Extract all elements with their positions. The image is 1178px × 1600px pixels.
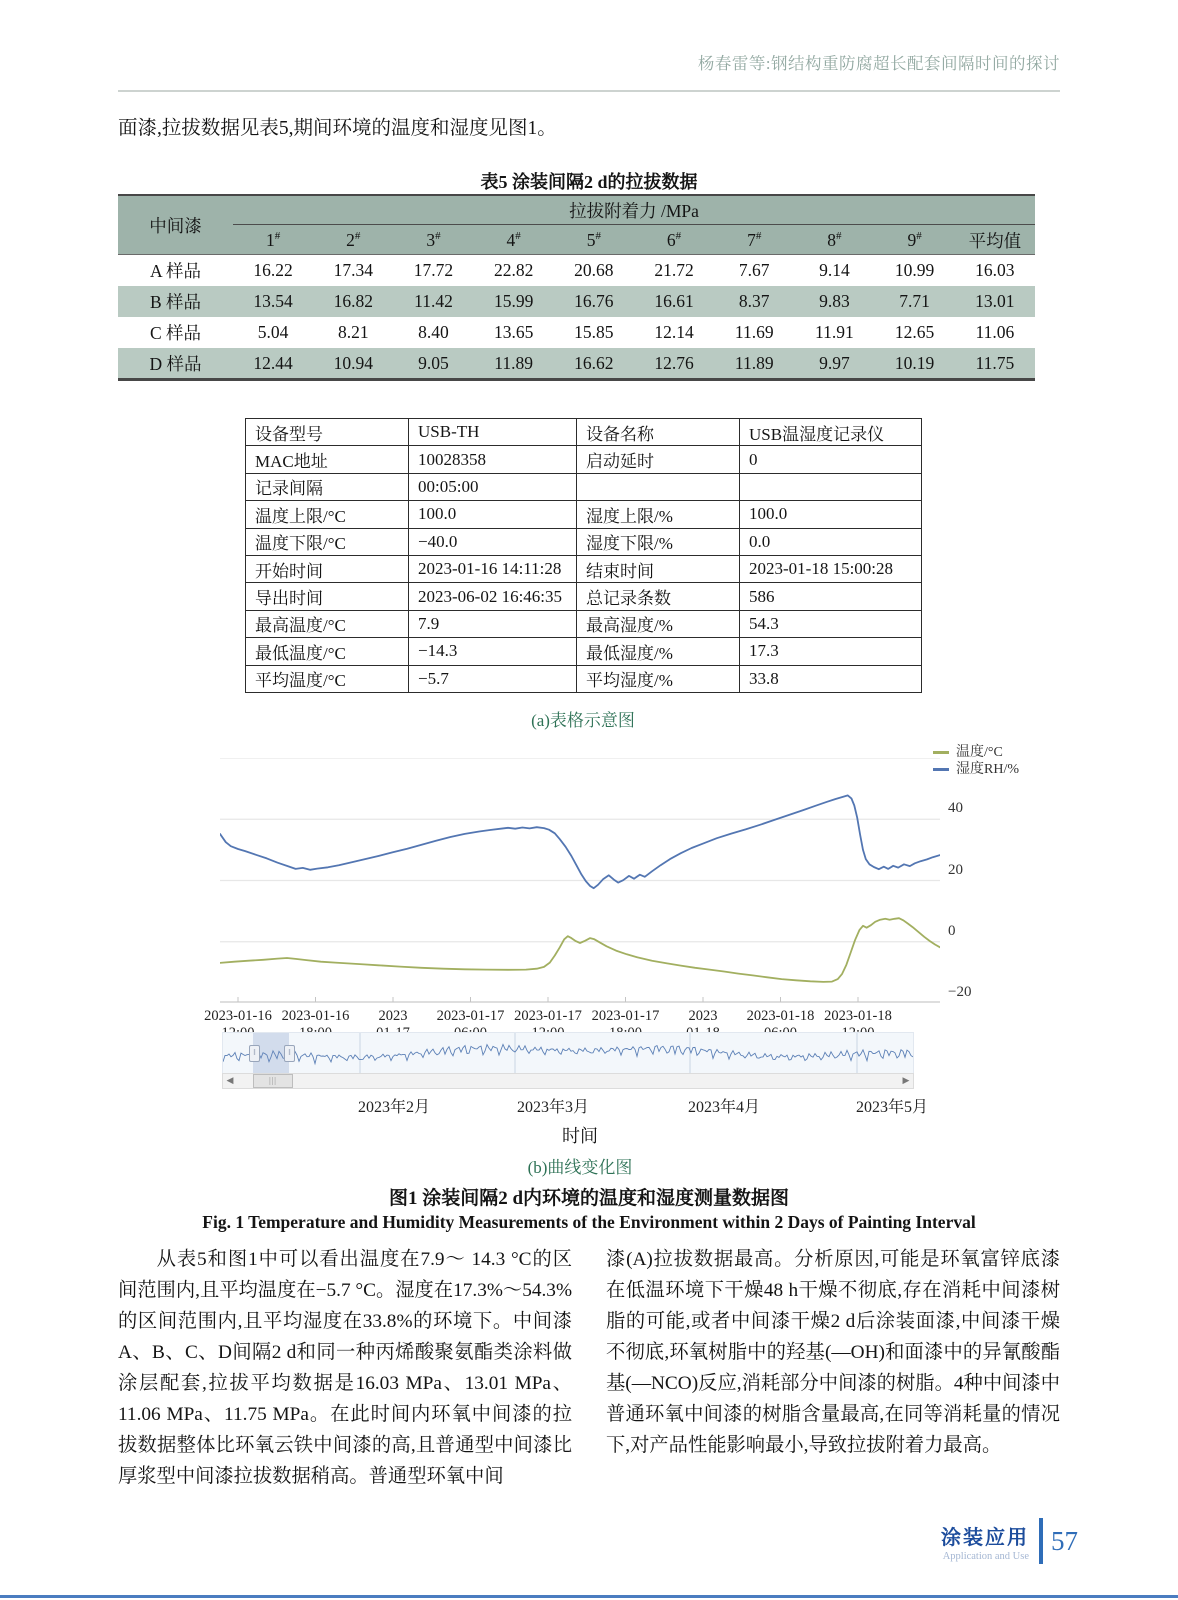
table-cell: 10028358 <box>409 446 577 473</box>
table-cell: 16.62 <box>574 353 614 373</box>
table-cell: 平均湿度/% <box>577 665 740 692</box>
table-cell: 17.3 <box>740 638 922 665</box>
y-tick-label: 40 <box>948 800 963 817</box>
table-cell: 8.37 <box>738 291 770 311</box>
table-cell: 最高温度/°C <box>246 610 409 637</box>
legend-label: 湿度RH/% <box>956 762 1019 777</box>
table-cell: 2023-01-18 15:00:28 <box>740 555 922 582</box>
device-info-table <box>245 418 922 693</box>
legend-line-swatch <box>933 768 949 771</box>
sample-label: D 样品 <box>149 354 202 374</box>
navigator-month-label: 2023年4月 <box>687 1099 760 1116</box>
table-cell: 9.14 <box>819 260 850 280</box>
table-cell: 16.22 <box>253 260 293 280</box>
table-row <box>246 473 922 500</box>
table-cell: 2023-06-02 16:46:35 <box>409 583 577 610</box>
x-tick-label: 2023-01-17 <box>591 1008 660 1024</box>
table-cell: 20.68 <box>574 260 614 280</box>
table-cell: 12.76 <box>654 353 694 373</box>
navigator-left-handle[interactable]: ‖ <box>249 1045 260 1062</box>
table-cell: 16.82 <box>333 291 373 311</box>
table-cell: 7.71 <box>899 291 930 311</box>
table-cell: 16.03 <box>975 260 1015 280</box>
table-cell: 15.85 <box>574 322 614 342</box>
table-cell: 16.61 <box>654 291 694 311</box>
x-tick-label: 2023-01-18 <box>824 1008 892 1024</box>
table5-col-header: 1# <box>265 229 281 250</box>
table-cell: 0 <box>740 446 922 473</box>
x-tick-label: 2023-01-17 <box>514 1008 582 1024</box>
table-cell: USB温湿度记录仪 <box>740 419 922 446</box>
table-cell: 8.40 <box>418 322 449 342</box>
table-cell: 10.19 <box>894 353 935 373</box>
body-paragraph-right: 漆(A)拉拔数据最高。分析原因,可能是环氧富锌底漆在低温环境下干燥48 h干燥不彻底,存在消耗中间漆树脂的可能,或者中间漆干燥2 d后涂装面漆,中间漆干燥不彻底,环氧树脂中的羟基(—OH)和面漆中的异氰酸酯基(—NCO)反应,消耗部分中间漆的树脂。4种中间漆中普通环氧中间漆的树脂含量最高,在同等消耗量的情况下,对产品性能影响最小,导致拉拔附着力最高。 <box>606 1249 1060 1456</box>
table-cell: 13.01 <box>975 291 1015 311</box>
table-cell: 平均温度/°C <box>246 665 409 692</box>
chart-scrollbar[interactable] <box>222 1073 914 1089</box>
table-cell: 7.9 <box>409 610 577 637</box>
table-cell: USB-TH <box>409 419 577 446</box>
table-cell: 0.0 <box>740 528 922 555</box>
header-rule <box>118 90 1060 92</box>
table-row <box>246 446 922 473</box>
table-cell: 12.14 <box>654 322 694 342</box>
table-cell: 2023-01-16 14:11:28 <box>409 555 577 582</box>
table-cell: 9.05 <box>418 353 449 373</box>
table-row <box>246 528 922 555</box>
table-cell: 586 <box>740 583 922 610</box>
scroll-left-arrow-icon[interactable]: ◀ <box>223 1074 237 1086</box>
table-cell: 设备型号 <box>246 419 409 446</box>
table-cell: 11.89 <box>734 353 774 373</box>
table-cell: 设备名称 <box>577 419 740 446</box>
chart-legend <box>933 744 1019 778</box>
table5-col-header: 3# <box>426 229 441 250</box>
table-row <box>246 665 922 692</box>
table-cell: 12.65 <box>894 322 935 342</box>
table-cell: 00:05:00 <box>409 473 577 500</box>
y-tick-label: 0 <box>948 922 956 939</box>
table-cell: 总记录条数 <box>577 583 740 610</box>
legend-item <box>933 761 1019 778</box>
table-row <box>246 419 922 446</box>
sample-label: B 样品 <box>149 292 202 312</box>
table-cell: −40.0 <box>409 528 577 555</box>
table5-col-header: 5# <box>586 229 601 250</box>
table5-title: 表5 涂装间隔2 d的拉拔数据 <box>480 172 698 192</box>
table5-col-header: 9# <box>907 229 922 250</box>
table-row <box>246 610 922 637</box>
page-footer <box>850 1518 1078 1564</box>
legend-item <box>933 744 1019 761</box>
table-cell <box>577 473 740 500</box>
table-cell: 11.69 <box>734 322 774 342</box>
x-tick-label: 2023-01-16 <box>281 1008 350 1024</box>
scroll-right-arrow-icon[interactable]: ▶ <box>899 1074 913 1086</box>
chart-navigator[interactable] <box>222 1032 914 1074</box>
legend-line-swatch <box>933 751 949 754</box>
table-cell: 温度下限/°C <box>246 528 409 555</box>
table-cell: 54.3 <box>740 610 922 637</box>
x-axis-title: 时间 <box>562 1126 598 1146</box>
table-cell: 33.8 <box>740 665 922 692</box>
table-cell: 15.99 <box>493 291 534 311</box>
table-cell <box>740 473 922 500</box>
temperature-humidity-chart <box>220 758 940 1003</box>
y-tick-label: −20 <box>948 984 972 1000</box>
table-row <box>118 348 1035 379</box>
table-cell: 11.06 <box>975 322 1015 342</box>
table-cell: 8.21 <box>337 322 369 342</box>
x-tick-label: 2023-01-18 <box>746 1008 815 1024</box>
table-cell: 湿度上限/% <box>577 501 740 528</box>
figure-caption-en: Fig. 1 Temperature and Humidity Measurements of the Environment within 2 Days of Painting Interval <box>202 1212 976 1232</box>
table-cell: 启动延时 <box>577 446 740 473</box>
table5-col-header: 2# <box>346 229 361 250</box>
sample-label: C 样品 <box>149 323 202 343</box>
table-cell: 9.97 <box>819 353 850 373</box>
scrollbar-thumb[interactable]: ||| <box>253 1074 293 1088</box>
table5-col-header: 平均值 <box>968 230 1022 251</box>
table-cell: 5.04 <box>257 322 289 342</box>
table-cell: 12.44 <box>253 353 293 373</box>
table-cell: 7.67 <box>738 260 770 280</box>
intro-paragraph: 面漆,拉拔数据见表5,期间环境的温度和湿度见图1。 <box>118 118 557 139</box>
navigator-sparkline <box>223 1033 913 1073</box>
table5-bottom-rule <box>118 378 1035 381</box>
page-number: 57 <box>1051 1525 1078 1556</box>
body-paragraph-left: 从表5和图1中可以看出温度在7.9～ 14.3 °C的区间范围内,且平均温度在−5.7 °C。湿度在17.3%～54.3%的区间范围内,且平均湿度在33.8%的环境下。中间漆A、B、C、D间隔2 d和同一种丙烯酸聚氨酯类涂料做涂层配套,拉拔平均数据是16.03 MPa、13.01 MPa、11.06 MPa、11.75 MPa。在此时间内环氧中间漆的拉拔数据整体比环氧云铁中间漆的高,且普通型中间漆比厚浆型中间漆拉拔数据稍高。普通型环氧中间 <box>118 1249 573 1487</box>
table-cell: 13.54 <box>253 291 293 311</box>
page-bottom-rule <box>0 1595 1178 1598</box>
table-cell: 9.83 <box>819 291 850 311</box>
table-cell: −14.3 <box>409 638 577 665</box>
table5-corner-header: 中间漆 <box>149 216 202 236</box>
body-column-right <box>606 1244 1060 1461</box>
table-cell: 100.0 <box>409 501 577 528</box>
table-cell: 10.94 <box>333 353 373 373</box>
x-tick-label: 2023 <box>688 1008 718 1024</box>
pull-off-data-table <box>118 196 1035 379</box>
table-cell: 11.91 <box>815 322 854 342</box>
table-cell: 结束时间 <box>577 555 740 582</box>
table-cell: MAC地址 <box>246 446 409 473</box>
table-row <box>118 255 1035 286</box>
table5-mid-rule <box>118 254 1035 255</box>
table-cell: 记录间隔 <box>246 473 409 500</box>
table-row <box>118 286 1035 317</box>
table-cell: 22.82 <box>493 260 534 280</box>
table-cell: 10.99 <box>894 260 935 280</box>
navigator-right-handle[interactable]: ‖ <box>284 1045 295 1062</box>
table-cell: 11.75 <box>975 353 1015 373</box>
x-tick-label: 2023 <box>378 1008 408 1024</box>
running-head: 杨春雷等:钢结构重防腐超长配套间隔时间的探讨 <box>697 54 1060 73</box>
footer-divider-bar <box>1039 1518 1043 1564</box>
navigator-month-label: 2023年2月 <box>357 1099 430 1116</box>
journal-name: 涂装应用 Application and Use <box>941 1526 1029 1562</box>
table-cell: 100.0 <box>740 501 922 528</box>
subcaption-b: (b)曲线变化图 <box>527 1158 633 1177</box>
sample-label: A 样品 <box>149 261 202 281</box>
table5-col-header: 7# <box>747 229 762 250</box>
figure-caption-cn: 图1 涂装间隔2 d内环境的温度和湿度测量数据图 <box>388 1188 790 1209</box>
table-cell: 17.72 <box>413 260 454 280</box>
table-row <box>246 583 922 610</box>
table-cell: 温度上限/°C <box>246 501 409 528</box>
table-row <box>246 555 922 582</box>
table-cell: 11.42 <box>414 291 453 311</box>
table-cell: 最高湿度/% <box>577 610 740 637</box>
x-tick-label: 2023-01-17 <box>436 1008 505 1024</box>
table5-col-header: 8# <box>827 229 842 250</box>
table-cell: 17.34 <box>333 260 373 280</box>
table-cell: 最低湿度/% <box>577 638 740 665</box>
table-cell: 13.65 <box>493 322 534 342</box>
table-row <box>118 317 1035 348</box>
x-tick-label: 2023-01-16 <box>204 1008 272 1024</box>
y-tick-label: 20 <box>948 861 963 878</box>
table-row <box>246 638 922 665</box>
table-cell: 导出时间 <box>246 583 409 610</box>
table-cell: 21.72 <box>654 260 694 280</box>
table-row <box>246 501 922 528</box>
table-cell: 开始时间 <box>246 555 409 582</box>
table-cell: −5.7 <box>409 665 577 692</box>
navigator-month-label: 2023年5月 <box>855 1099 928 1116</box>
body-column-left <box>118 1244 572 1492</box>
legend-label: 温度/°C <box>956 745 1003 760</box>
table5-col-header: 4# <box>506 229 521 250</box>
table-cell: 最低温度/°C <box>246 638 409 665</box>
subcaption-a: (a)表格示意图 <box>531 711 635 730</box>
table-cell: 11.89 <box>494 353 534 373</box>
table5-group-header: 拉拔附着力 /MPa <box>233 196 1035 225</box>
table-cell: 湿度下限/% <box>577 528 740 555</box>
table5-col-header: 6# <box>666 229 682 250</box>
navigator-month-label: 2023年3月 <box>516 1099 589 1116</box>
table-cell: 16.76 <box>574 291 614 311</box>
